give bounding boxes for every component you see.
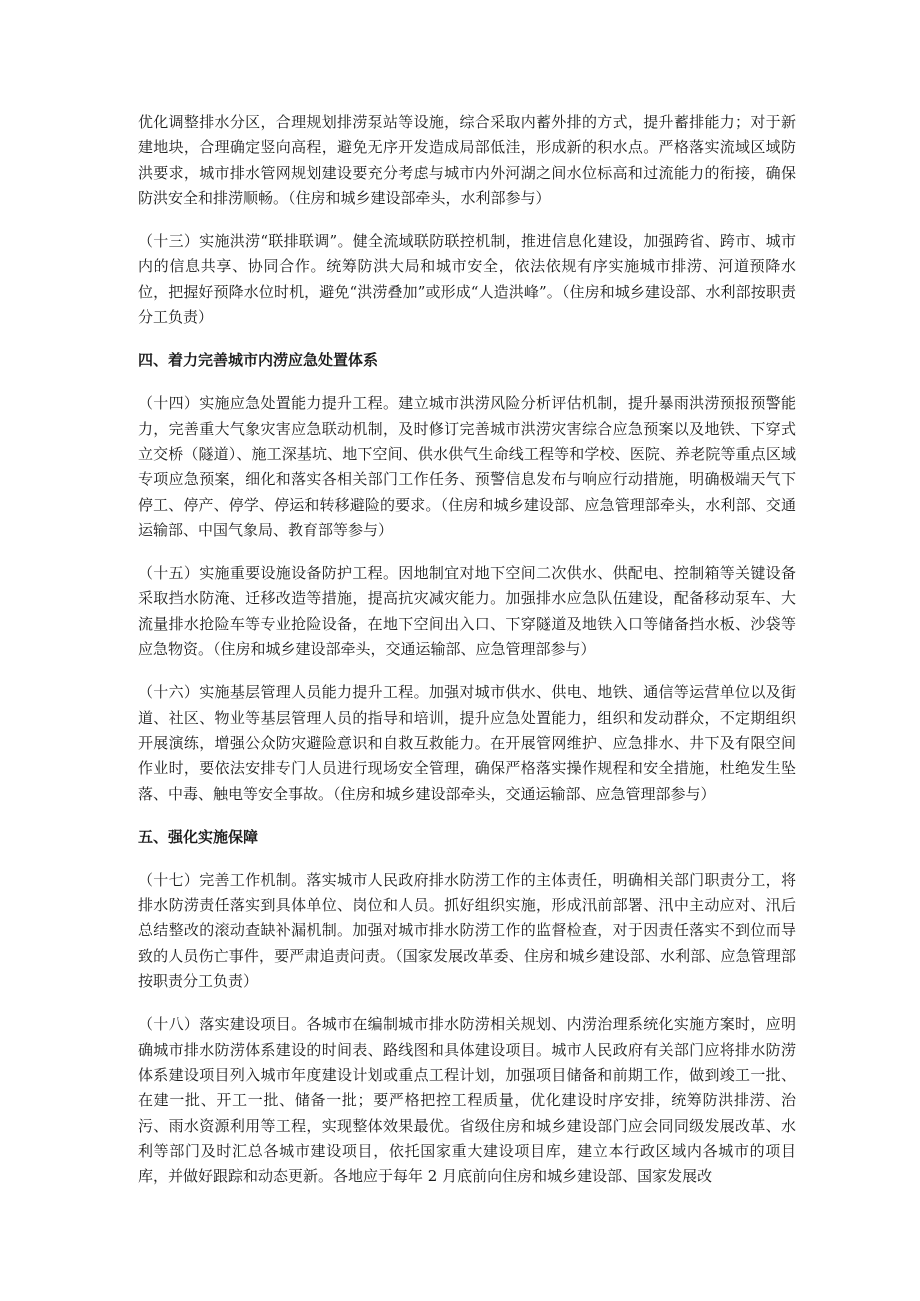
section-heading-4: 四、着力完善城市内涝应急处置体系 xyxy=(138,351,379,370)
document-page xyxy=(138,110,796,1207)
paragraph-item-14: （十四）实施应急处置能力提升工程。建立城市洪涝风险分析评估机制，提升暴雨洪涝预报预警能力，完善重大气象灾害应急联动机制，及时修订完善城市洪涝灾害综合应急预案以及地铁、下穿式立交桥（隧道）、施工深基坑、地下空间、供水供气生命线工程等和学校、医院、养老院等重点区域专项应急预案，细化和落实各相关部门工作任务、预警信息发布与响应行动措施，明确极端天气下停工、停产、停学、停运和转移避险的要求。（住房和城乡建设部、应急管理部牵头，水利部、交通运输部、中国气象局、教育部等参与） xyxy=(138,394,796,539)
paragraph-drainage-zoning: 优化调整排水分区，合理规划排涝泵站等设施，综合采取内蓄外排的方式，提升蓄排能力；对于新建地块，合理确定竖向高程，避免无序开发造成局部低洼，形成新的积水点。严格落实流域区域防洪要求，城市排水管网规划建设要充分考虑与城市内外河湖之间水位标高和过流能力的衔接，确保防洪安全和排涝顺畅。（住房和城乡建设部牵头，水利部参与） xyxy=(138,113,796,207)
paragraph-item-13: （十三）实施洪涝“联排联调”。健全流域联防联控机制，推进信息化建设，加强跨省、跨市、城市内的信息共享、协同合作。统筹防洪大局和城市安全，依法依规有序实施城市排涝、河道预降水位，把握好预降水位时机，避免“洪涝叠加”或形成“人造洪峰”。（住房和城乡建设部、水利部按职责分工负责） xyxy=(138,232,796,327)
paragraph-item-18: （十八）落实建设项目。各城市在编制城市排水防涝相关规划、内涝治理系统化实施方案时，应明确城市排水防涝体系建设的时间表、路线图和具体建设项目。城市人民政府有关部门应将排水防涝体系建设项目列入城市年度建设计划或重点工程计划，加强项目储备和前期工作，做到竣工一批、在建一批、开工一批、储备一批；要严格把控工程质量，优化建设时序安排，统筹防洪排涝、治污、雨水资源利用等工程，实现整体效果最优。省级住房和城乡建设部门应会同同级发展改革、水利等部门及时汇总各城市建设项目，依托国家重大建设项目库，建立本行政区域内各城市的项目库，并做好跟踪和动态更新。各地应于每年 2 月底前向住房和城乡建设部、国家发展改 xyxy=(138,1015,796,1186)
paragraph-item-17: （十七）完善工作机制。落实城市人民政府排水防涝工作的主体责任，明确相关部门职责分工，将排水防涝责任落实到具体单位、岗位和人员。抓好组织实施，形成汛前部署、汛中主动应对、汛后总结整改的滚动查缺补漏机制。加强对城市排水防涝工作的监督检查，对于因责任落实不到位而导致的人员伤亡事件，要严肃追责问责。（国家发展改革委、住房和城乡建设部、水利部、应急管理部按职责分工负责） xyxy=(138,870,796,991)
section-heading-5: 五、强化实施保障 xyxy=(138,827,259,846)
paragraph-item-15: （十五）实施重要设施设备防护工程。因地制宜对地下空间二次供水、供配电、控制箱等关键设备采取挡水防淹、迁移改造等措施，提高抗灾减灾能力。加强排水应急队伍建设，配备移动泵车、大流量排水抢险车等专业抢险设备，在地下空间出入口、下穿隧道及地铁入口等储备挡水板、沙袋等应急物资。（住房和城乡建设部牵头，交通运输部、应急管理部参与） xyxy=(138,564,796,659)
paragraph-item-16: （十六）实施基层管理人员能力提升工程。加强对城市供水、供电、地铁、通信等运营单位以及街道、社区、物业等基层管理人员的指导和培训，提升应急处置能力，组织和发动群众，不定期组织开展演练，增强公众防灾避险意识和自救互救能力。在开展管网维护、应急排水、井下及有限空间作业时，要依法安排专门人员进行现场安全管理，确保严格落实操作规程和安全措施，杜绝发生坠落、中毒、触电等安全事故。（住房和城乡建设部牵头，交通运输部、应急管理部参与） xyxy=(138,683,796,803)
